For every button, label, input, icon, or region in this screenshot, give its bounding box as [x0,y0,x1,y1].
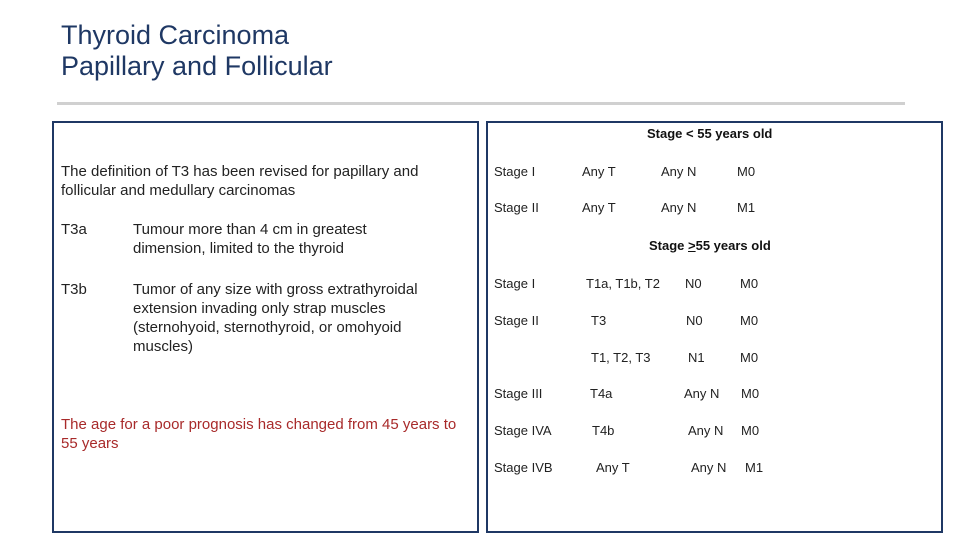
o55-row3-m: M0 [740,350,759,365]
o55-row5-stage: Stage IVA [494,423,552,438]
title-line-2: Papillary and Follicular [61,51,333,81]
under-55-header: Stage < 55 years old [647,126,773,141]
o55-row1-stage: Stage I [494,276,536,291]
o55-row2-stage: Stage II [494,313,539,328]
u55-row2-t: Any T [582,200,616,215]
title-line-1: Thyroid Carcinoma [61,20,290,50]
o55-row1-m: M0 [740,276,759,291]
definition-term-t3a: T3a [61,221,87,238]
u55-row2-stage: Stage II [494,200,539,215]
o55-row2-m: M0 [740,313,759,328]
o55-row5-n: Any N [688,423,724,438]
over-55-header [649,238,771,253]
o55-row3-n: N1 [688,350,705,365]
o55-row6-n: Any N [691,460,727,475]
definition-text-t3a: Tumour more than 4 cm in greatest dimension, limited to the thyroid [133,221,367,257]
over-55-header-suffix: 55 years old [695,238,771,253]
definition-text-t3b: Tumor of any size with gross extrathyroidal extension invading only strap muscles (sternohyoid, sternothyroid, or omohyoid muscles) [133,281,418,355]
over-55-header-prefix: Stage [649,238,689,253]
o55-row5-m: M0 [741,423,760,438]
o55-row1-n: N0 [685,276,702,291]
o55-row2-t: T3 [591,313,607,328]
o55-row1-t: T1a, T1b, T2 [586,276,660,291]
o55-row4-n: Any N [684,386,720,401]
o55-row6-t: Any T [596,460,630,475]
o55-row3-t: T1, T2, T3 [591,350,651,365]
age-prognosis-note: The age for a poor prognosis has changed from 45 years to 55 years [61,416,457,452]
t3-revision-intro: The definition of T3 has been revised for papillary and follicular and medullary carcinomas [61,163,419,199]
u55-row1-n: Any N [661,164,697,179]
u55-row1-t: Any T [582,164,616,179]
o55-row6-m: M1 [745,460,764,475]
o55-row4-stage: Stage III [494,386,543,401]
u55-row2-m: M1 [737,200,756,215]
o55-row6-stage: Stage IVB [494,460,553,475]
o55-row5-t: T4b [592,423,615,438]
o55-row4-m: M0 [741,386,760,401]
o55-row4-t: T4a [590,386,613,401]
over-55-header-symbol: > [688,238,696,253]
u55-row2-n: Any N [661,200,697,215]
title-divider [57,102,905,105]
o55-row2-n: N0 [686,313,703,328]
slide-title [61,20,333,82]
definition-term-t3b: T3b [61,281,87,298]
u55-row1-m: M0 [737,164,756,179]
u55-row1-stage: Stage I [494,164,536,179]
